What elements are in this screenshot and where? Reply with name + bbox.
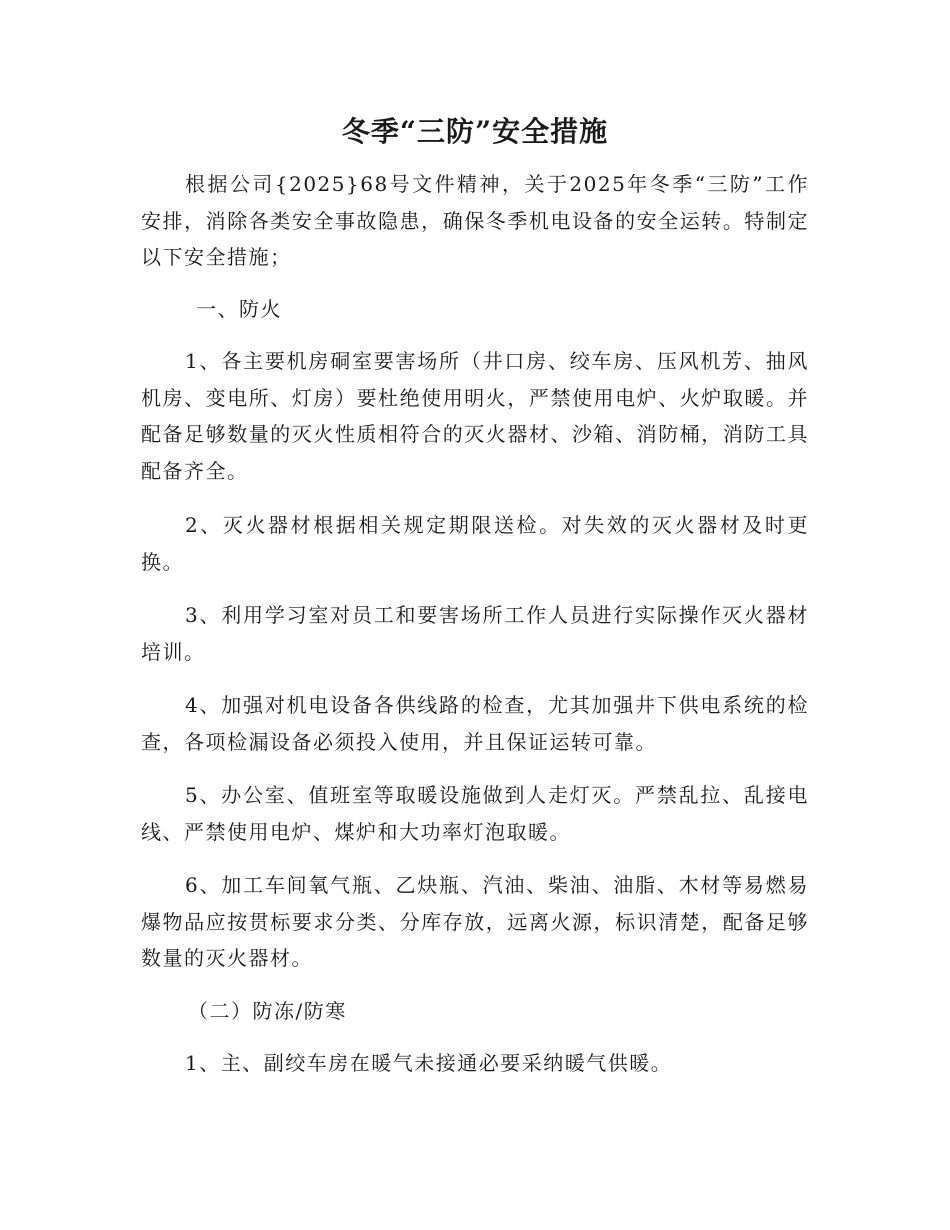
document-title: 冬季“三防”安全措施 [341, 115, 609, 148]
fire-item-2: 2、灭火器材根据相关规定期限送检。对失效的灭火器材及时更换。 [141, 513, 809, 574]
cold-item-1: 1、主、副绞车房在暖气未接通必要采纳暖气供暖。 [185, 1051, 673, 1075]
section-heading-cold: （二）防冻/防寒 [188, 999, 347, 1023]
fire-item-5: 5、办公室、值班室等取暖设施做到人走灯灭。严禁乱拉、乱接电线、严禁使用电炉、煤炉和大功率灯泡取暖。 [141, 783, 809, 844]
intro-paragraph: 根据公司{2025}68号文件精神，关于2025年冬季“三防”工作安排，消除各类安全事故隐患，确保冬季机电设备的安全运转。特制定以下安全措施； [141, 172, 809, 269]
fire-item-1: 1、各主要机房硐室要害场所（井口房、绞车房、压风机芳、抽风机房、变电所、灯房）要杜绝使用明火，严禁使用电炉、火炉取暖。并配备足够数量的灭火性质相符合的灭火器材、沙箱、消防桶，消防工具配备齐全。 [141, 349, 809, 483]
fire-item-4: 4、加强对机电设备各供线路的检查，尤其加强井下供电系统的检查，各项检漏设备必须投入使用，并且保证运转可靠。 [141, 693, 809, 754]
fire-item-3: 3、利用学习室对员工和要害场所工作人员进行实际操作灭火器材培训。 [141, 603, 809, 664]
section-heading-fire: 一、防火 [196, 297, 282, 321]
fire-item-6: 6、加工车间氧气瓶、乙炔瓶、汽油、柴油、油脂、木材等易燃易爆物品应按贯标要求分类、分库存放，远离火源，标识清楚，配备足够数量的灭火器材。 [141, 873, 809, 970]
